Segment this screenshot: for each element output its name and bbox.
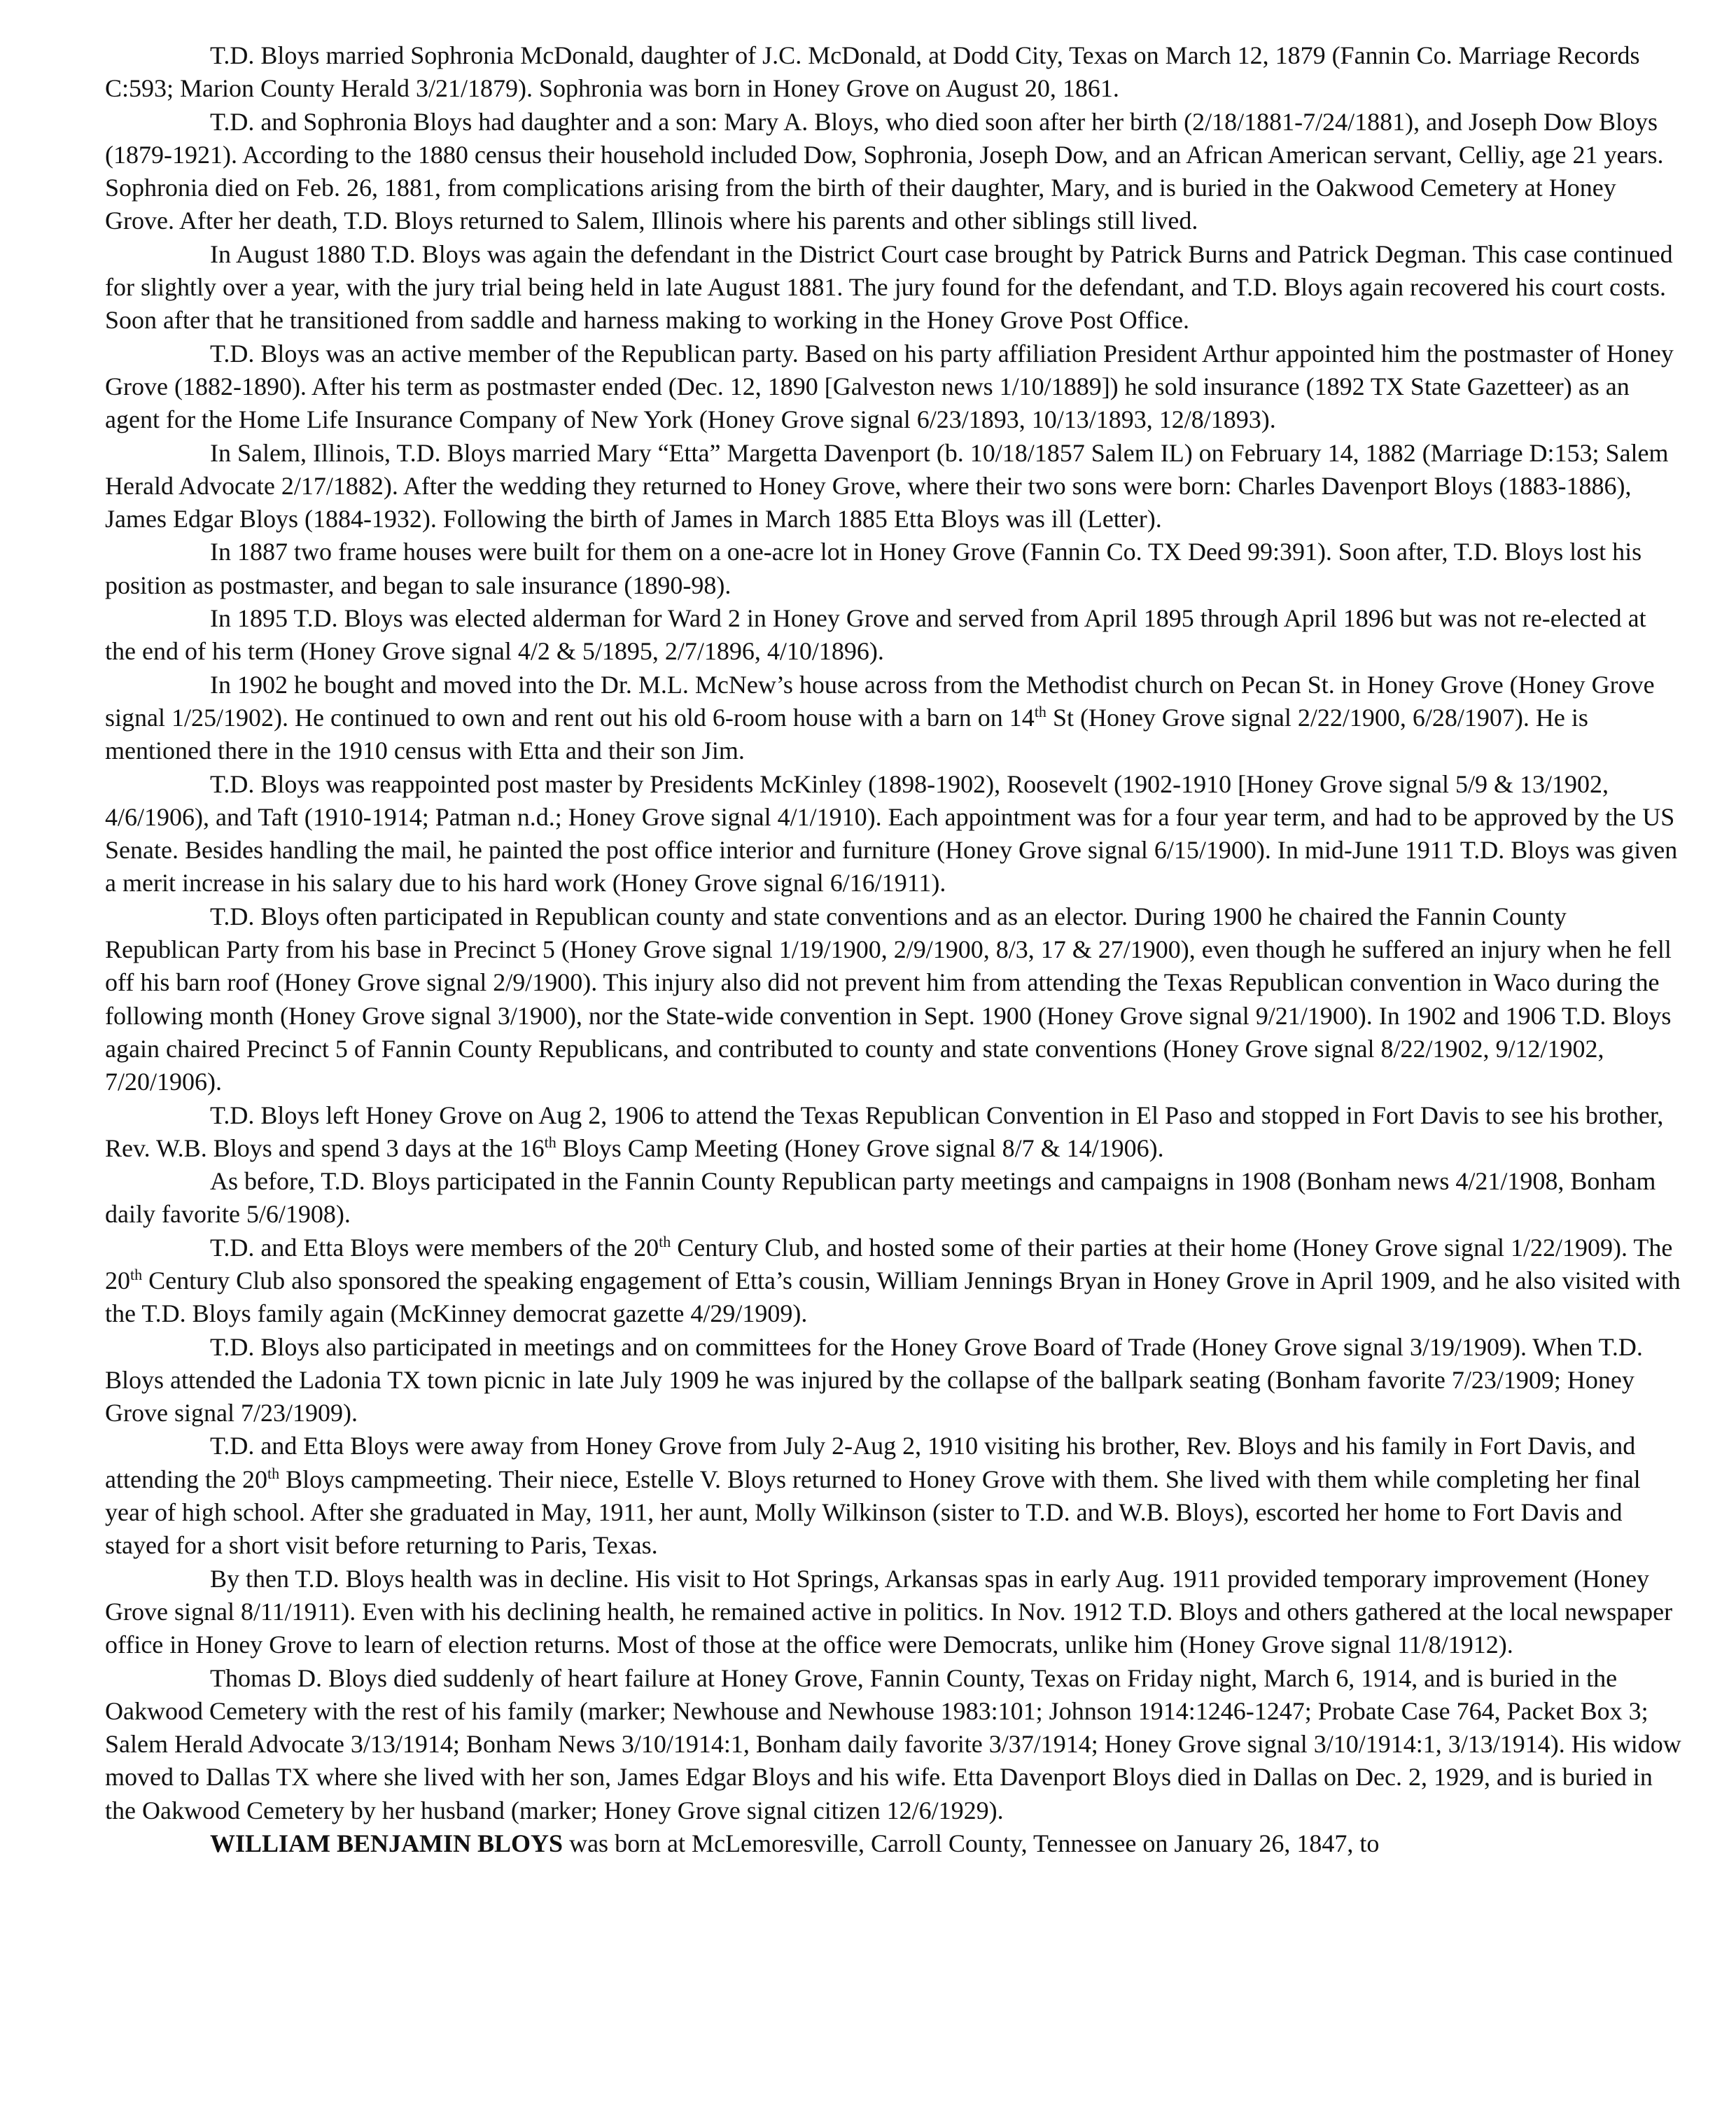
paragraph (105, 437, 1681, 536)
paragraph (105, 900, 1681, 1099)
paragraph (105, 337, 1681, 437)
paragraph (105, 1099, 1681, 1166)
paragraph (105, 602, 1681, 669)
paragraph (105, 1827, 1681, 1860)
ordinal-superscript: th (1034, 702, 1046, 720)
paragraph (105, 1165, 1681, 1231)
paragraph-text: was born at McLemoresville, Carroll County, Tennessee on January 26, 1847, to (563, 1829, 1380, 1858)
paragraph-text: T.D. and Sophronia Bloys had daughter and a son: Mary A. Bloys, who died soon after her birth (2/18/1881-7/24/1881), and Joseph Dow Bloys (1879-1921). According to the 1880 census their household included Dow, Sophronia, Joseph Dow, and an African American servant, Celliy, age 21 years. Sophronia died on Feb. 26, 1881, from complications arising from the birth of their daughter, Mary, and is buried in the Oakwood Cemetery at Honey Grove. After her death, T.D. Bloys returned to Salem, Illinois where his parents and other siblings still lived. (105, 107, 1664, 235)
paragraph (105, 238, 1681, 337)
paragraph (105, 536, 1681, 602)
paragraph-text: T.D. Bloys also participated in meetings and on committees for the Honey Grove Board of Trade (Honey Grove signal 3/19/1909). When T.D. Bloys attended the Ladonia TX town picnic in late July 1909 he was injured by the collapse of the ballpark seating (Bonham favorite 7/23/1909; Honey Grove signal 7/23/1909). (105, 1332, 1643, 1428)
document-body (105, 39, 1681, 1860)
paragraph-text: Bloys Camp Meeting (Honey Grove signal 8/7 & 14/1906). (556, 1133, 1164, 1162)
paragraph-text: Century Club also sponsored the speaking engagement of Etta’s cousin, William Jennings Bryan in Honey Grove in April 1909, and he also visited with the T.D. Bloys family again (McKinney democrat gazette 4/29/1909). (105, 1266, 1681, 1328)
paragraph (105, 1430, 1681, 1562)
paragraph (105, 1662, 1681, 1827)
paragraph (105, 1331, 1681, 1430)
paragraph (105, 1563, 1681, 1662)
ordinal-superscript: th (544, 1133, 556, 1151)
paragraph-text: T.D. and Etta Bloys were away from Honey Grove from July 2-Aug 2, 1910 visiting his brother, Rev. Bloys and his family in Fort Davis, and attending the 20 (105, 1432, 1636, 1493)
paragraph (105, 106, 1681, 238)
paragraph (105, 39, 1681, 106)
paragraph-text: T.D. Bloys married Sophronia McDonald, daughter of J.C. McDonald, at Dodd City, Texas on March 12, 1879 (Fannin Co. Marriage Records C:593; Marion County Herald 3/21/1879). Sophronia was born in Honey Grove on August 20, 1861. (105, 41, 1640, 103)
ordinal-superscript: th (267, 1464, 280, 1482)
ordinal-superscript: th (659, 1232, 671, 1250)
paragraph-text: In August 1880 T.D. Bloys was again the defendant in the District Court case brought by Patrick Burns and Patrick Degman. This case continued for slightly over a year, with the jury trial being held in late August 1881. The jury found for the defendant, and T.D. Bloys again recovered his court costs. Soon after that he transitioned from saddle and harness making to working in the Honey Grove Post Office. (105, 239, 1673, 335)
paragraph-text: T.D. and Etta Bloys were members of the 20 (210, 1233, 659, 1262)
paragraph-text: As before, T.D. Bloys participated in the Fannin County Republican party meetings and campaigns in 1908 (Bonham news 4/21/1908, Bonham daily favorite 5/6/1908). (105, 1167, 1656, 1229)
paragraph (105, 1231, 1681, 1331)
paragraph-text: In 1895 T.D. Bloys was elected alderman for Ward 2 in Honey Grove and served from April 1895 through April 1896 but was not re-elected at the end of his term (Honey Grove signal 4/2 & 5/1895, 2/7/1896, 4/10/1896). (105, 604, 1646, 666)
paragraph-text: Bloys campmeeting. Their niece, Estelle V. Bloys returned to Honey Grove with them. She lived with them while completing her final year of high school. After she graduated in May, 1911, her aunt, Molly Wilkinson (sister to T.D. and W.B. Bloys), escorted her home to Fort Davis and stayed for a short visit before returning to Paris, Texas. (105, 1465, 1641, 1560)
paragraph-text: T.D. Bloys was reappointed post master by Presidents McKinley (1898-1902), Roosevelt (1902-1910 [Honey Grove signal 5/9 & 13/1902, 4/6/1906), and Taft (1910-1914; Patman n.d.; Honey Grove signal 4/1/1910). Each appointment was for a four year term, and had to be approved by the US Senate. Besides handling the mail, he painted the post office interior and furniture (Honey Grove signal 6/15/1900). In mid-June 1911 T.D. Bloys was given a merit increase in his salary due to his hard work (Honey Grove signal 6/16/1911). (105, 769, 1678, 898)
paragraph (105, 669, 1681, 768)
paragraph-text: Thomas D. Bloys died suddenly of heart failure at Honey Grove, Fannin County, Texas on Friday night, March 6, 1914, and is buried in the Oakwood Cemetery with the rest of his family (marker; Newhouse and Newhouse 1983:101; Johnson 1914:1246-1247; Probate Case 764, Packet Box 3; Salem Herald Advocate 3/13/1914; Bonham News 3/10/1914:1, Bonham daily favorite 3/37/1914; Honey Grove signal 3/10/1914:1, 3/13/1914). His widow moved to Dallas TX where she lived with her son, James Edgar Bloys and his wife. Etta Davenport Bloys died in Dallas on Dec. 2, 1929, and is buried in the Oakwood Cemetery by her husband (marker; Honey Grove signal citizen 12/6/1929). (105, 1663, 1681, 1824)
paragraph-text: In Salem, Illinois, T.D. Bloys married Mary “Etta” Margetta Davenport (b. 10/18/1857 Salem IL) on February 14, 1882 (Marriage D:153; Salem Herald Advocate 2/17/1882). After the wedding they returned to Honey Grove, where their two sons were born: Charles Davenport Bloys (1883-1886), James Edgar Bloys (1884-1932). Following the birth of James in March 1885 Etta Bloys was ill (Letter). (105, 438, 1669, 533)
paragraph-text: In 1902 he bought and moved into the Dr. M.L. McNew’s house across from the Methodist church on Pecan St. in Honey Grove (Honey Grove signal 1/25/1902). He continued to own and rent out his old 6-room house with a barn on 14 (105, 670, 1655, 732)
paragraph-text: St (Honey Grove signal 2/22/1900, 6/28/1907). He is mentioned there in the 1910 census with Etta and their son Jim. (105, 703, 1588, 765)
ordinal-superscript: th (130, 1265, 143, 1283)
person-name-heading: WILLIAM BENJAMIN BLOYS (210, 1829, 564, 1858)
paragraph-text: By then T.D. Bloys health was in decline. His visit to Hot Springs, Arkansas spas in early Aug. 1911 provided temporary improvement (Honey Grove signal 8/11/1911). Even with his declining health, he remained active in politics. In Nov. 1912 T.D. Bloys and others gathered at the local newspaper office in Honey Grove to learn of election returns. Most of those at the office were Democrats, unlike him (Honey Grove signal 11/8/1912). (105, 1564, 1673, 1659)
paragraph-text: Century Club, and hosted some of their parties at their home (Honey Grove signal 1/22/1909). The 20 (105, 1233, 1673, 1294)
paragraph (105, 768, 1681, 900)
paragraph-text: T.D. Bloys was an active member of the Republican party. Based on his party affiliation President Arthur appointed him the postmaster of Honey Grove (1882-1890). After his term as postmaster ended (Dec. 12, 1890 [Galveston news 1/10/1889]) he sold insurance (1892 TX State Gazetteer) as an agent for the Home Life Insurance Company of New York (Honey Grove signal 6/23/1893, 10/13/1893, 12/8/1893). (105, 339, 1674, 434)
paragraph-text: T.D. Bloys left Honey Grove on Aug 2, 1906 to attend the Texas Republican Convention in El Paso and stopped in Fort Davis to see his brother, Rev. W.B. Bloys and spend 3 days at the 16 (105, 1101, 1664, 1162)
paragraph-text: In 1887 two frame houses were built for them on a one-acre lot in Honey Grove (Fannin Co. TX Deed 99:391). Soon after, T.D. Bloys lost his position as postmaster, and began to sale insurance (1890-98). (105, 538, 1642, 599)
paragraph-text: T.D. Bloys often participated in Republican county and state conventions and as an elector. During 1900 he chaired the Fannin County Republican Party from his base in Precinct 5 (Honey Grove signal 1/19/1900, 2/9/1900, 8/3, 17 & 27/1900), even though he suffered an injury when he fell off his barn roof (Honey Grove signal 2/9/1900). This injury also did not prevent him from attending the Texas Republican convention in Waco during the following month (Honey Grove signal 3/1900), nor the State-wide convention in Sept. 1900 (Honey Grove signal 9/21/1900). In 1902 and 1906 T.D. Bloys again chaired Precinct 5 of Fannin County Republicans, and contributed to county and state conventions (Honey Grove signal 8/22/1902, 9/12/1902, 7/20/1906). (105, 902, 1672, 1096)
